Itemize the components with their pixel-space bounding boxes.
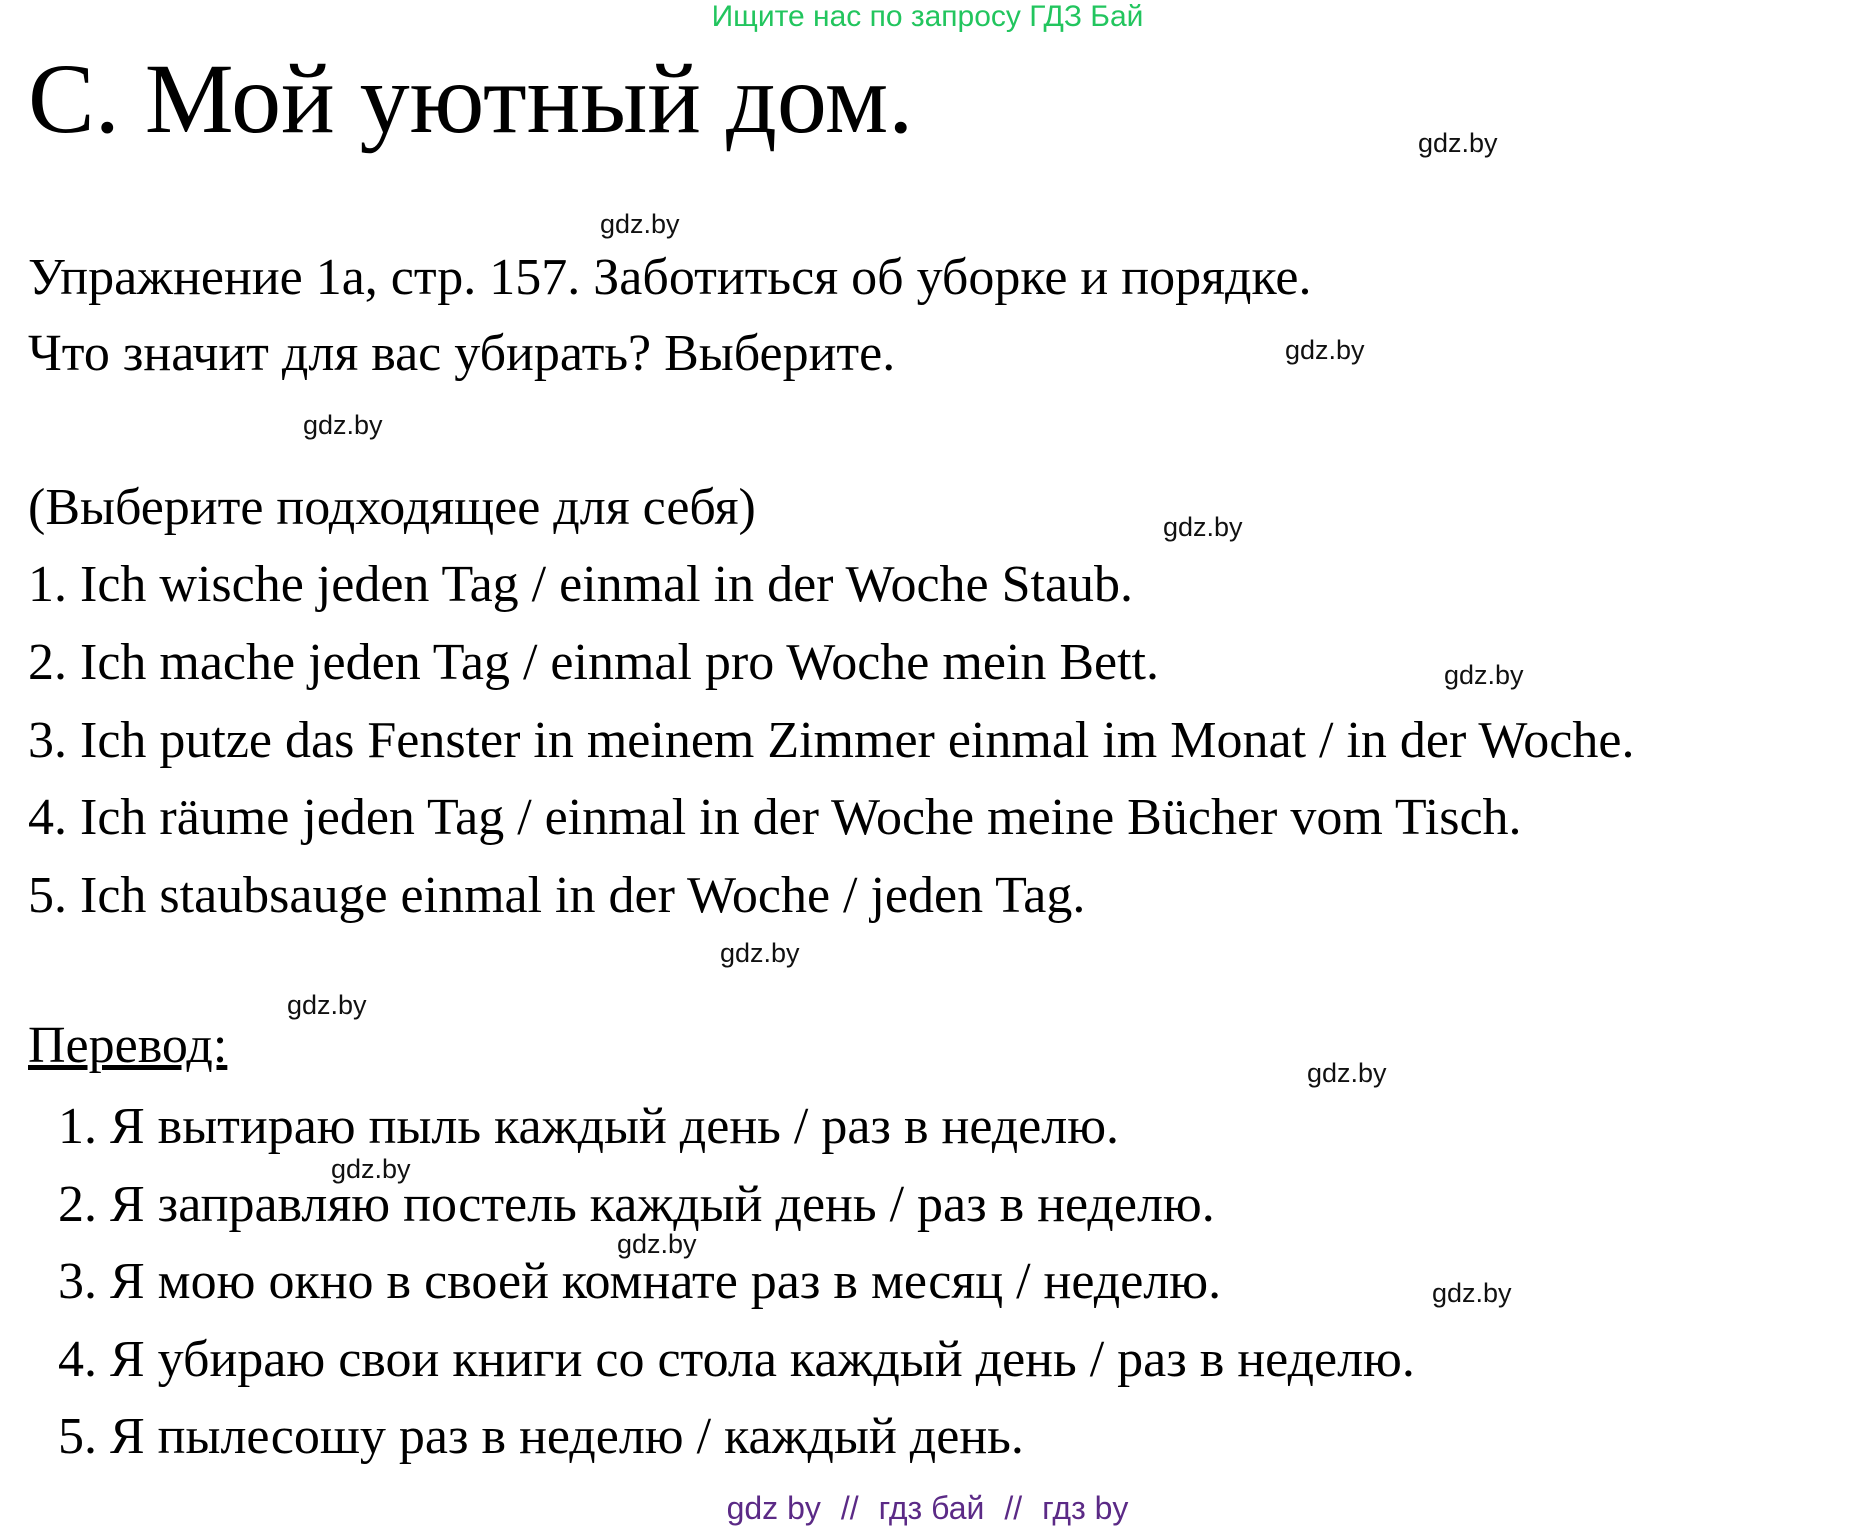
exercise-heading: Упражнение 1а, стр. 157. Заботиться об уборке и порядке. [28, 249, 1312, 306]
footer [0, 1490, 1855, 1527]
exercise-item: 1. Ich wische jeden Tag / einmal in der Woche Staub. [28, 556, 1134, 613]
footer-part: гдз бай [878, 1490, 985, 1526]
watermark: gdz.by [287, 990, 367, 1020]
watermark: gdz.by [720, 938, 800, 968]
watermark: gdz.by [1432, 1278, 1512, 1308]
translation-heading: Перевод: [28, 1017, 228, 1074]
watermark: gdz.by [1444, 660, 1524, 690]
translation-item: 4. Я убираю свои книги со стола каждый день / раз в неделю. [58, 1331, 1415, 1388]
footer-part: гдз by [1042, 1490, 1129, 1526]
exercise-item: 2. Ich mache jeden Tag / einmal pro Woche mein Bett. [28, 634, 1159, 691]
footer-separator: // [840, 1490, 859, 1526]
exercise-item: 5. Ich staubsauge einmal in der Woche / jeden Tag. [28, 867, 1086, 924]
watermark: gdz.by [303, 410, 383, 440]
watermark: gdz.by [331, 1154, 411, 1184]
translation-item: 3. Я мою окно в своей комнате раз в месяц / неделю. [58, 1253, 1222, 1310]
exercise-item: 3. Ich putze das Fenster in meinem Zimmer einmal im Monat / in der Woche. [28, 712, 1635, 769]
footer-part: gdz by [726, 1490, 821, 1526]
watermark: gdz.by [617, 1229, 697, 1259]
top-banner: Ищите нас по запросу ГДЗ Бай [711, 0, 1144, 33]
page-title: С. Мой уютный дом. [28, 43, 914, 154]
watermark: gdz.by [600, 209, 680, 239]
exercise-instruction: (Выберите подходящее для себя) [28, 479, 756, 536]
exercise-item: 4. Ich räume jeden Tag / einmal in der Woche meine Bücher vom Tisch. [28, 789, 1522, 846]
watermark: gdz.by [1163, 512, 1243, 542]
watermark: gdz.by [1285, 335, 1365, 365]
footer-separator: // [1004, 1490, 1023, 1526]
translation-item: 1. Я вытираю пыль каждый день / раз в неделю. [58, 1098, 1120, 1155]
translation-item: 2. Я заправляю постель каждый день / раз в неделю. [58, 1176, 1215, 1233]
translation-item: 5. Я пылесошу раз в неделю / каждый день. [58, 1408, 1024, 1465]
watermark: gdz.by [1307, 1058, 1387, 1088]
exercise-question: Что значит для вас убирать? Выберите. [28, 325, 896, 382]
watermark: gdz.by [1418, 128, 1498, 158]
